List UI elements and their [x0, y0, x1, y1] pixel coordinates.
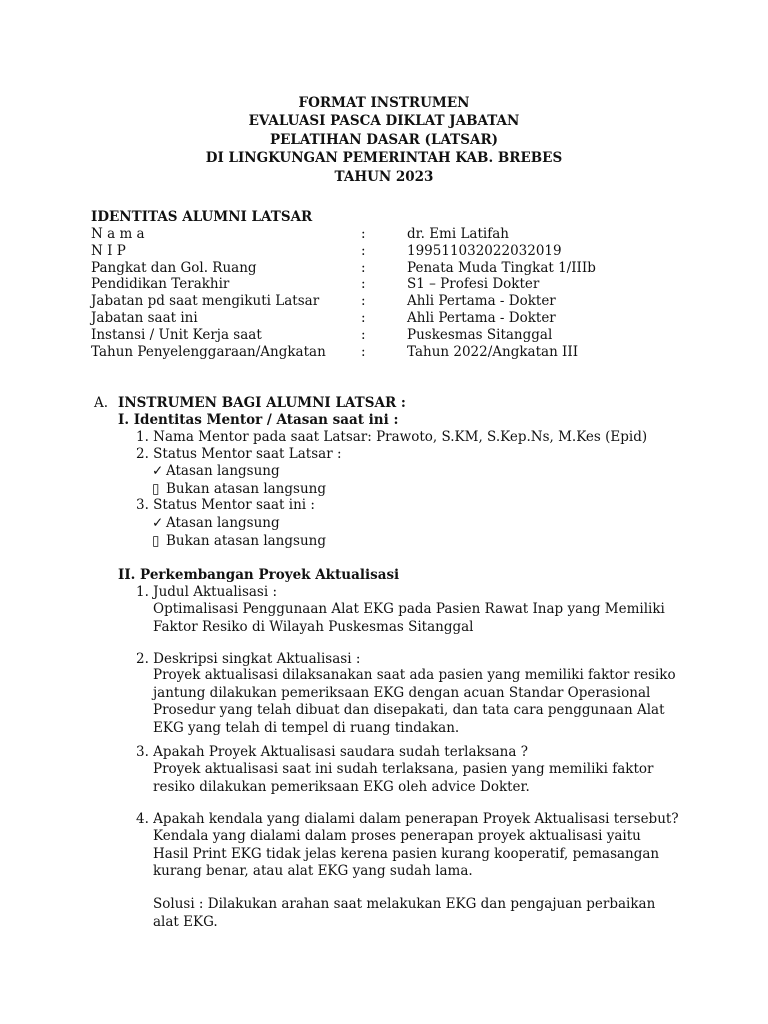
option-atasan-langsung	[152, 515, 280, 532]
title-line-1: FORMAT INSTRUMEN	[298, 95, 470, 111]
checkmark-icon: ✓	[152, 515, 164, 531]
option-label: Atasan langsung	[166, 463, 280, 479]
identitas-label: Jabatan pd saat mengikuti Latsar	[91, 293, 320, 310]
answer-1	[153, 601, 665, 636]
identitas-colon: :	[361, 226, 366, 242]
identitas-value: 199511032022032019	[407, 242, 562, 259]
title-line-4: DI LINGKUNGAN PEMERINTAH KAB. BREBES	[205, 150, 563, 167]
section-a-heading: INSTRUMEN BAGI ALUMNI LATSAR :	[118, 395, 406, 411]
identitas-value: S1 – Profesi Dokter	[407, 276, 540, 293]
empty-checkbox-icon: ▯	[152, 533, 160, 549]
identitas-colon: :	[361, 259, 366, 276]
answer-line: kurang benar, atau alat EKG yang sudah lama.	[153, 863, 473, 880]
answer-line: Faktor Resiko di Wilayah Puskesmas Sitanggal	[153, 618, 474, 635]
identitas-value: Tahun 2022/Angkatan III	[407, 343, 579, 360]
solusi-line: Solusi : Dilakukan arahan saat melakukan EKG dan pengajuan perbaikan	[153, 896, 656, 912]
answer-line: Hasil Print EKG tidak jelas kerena pasien kurang kooperatif, pemasangan	[153, 845, 660, 862]
identitas-colon: :	[361, 326, 366, 343]
question-1: 1. Judul Aktualisasi :	[136, 584, 278, 600]
identitas-label: Jabatan saat ini	[91, 309, 198, 326]
identitas-value: Puskesmas Sitanggal	[407, 326, 553, 343]
part2-heading: II. Perkembangan Proyek Aktualisasi	[118, 567, 400, 583]
answer-3	[153, 761, 653, 796]
solusi-paragraph	[153, 896, 655, 931]
title-line-3: PELATIHAN DASAR (LATSAR)	[269, 131, 499, 148]
empty-checkbox-icon: ▯	[152, 481, 160, 497]
identitas-label: Pendidikan Terakhir	[91, 276, 230, 293]
identitas-colon: :	[361, 242, 366, 259]
title-line-5: TAHUN 2023	[334, 168, 434, 185]
solusi-line: alat EKG.	[153, 913, 218, 930]
identitas-label: Pangkat dan Gol. Ruang	[91, 259, 257, 276]
identitas-colon: :	[361, 309, 366, 326]
mentor-name-item: 1. Nama Mentor pada saat Latsar: Prawoto, S.KM, S.Kep.Ns, M.Kes (Epid)	[136, 429, 648, 445]
identitas-colon: :	[361, 343, 366, 360]
answer-line: Proyek aktualisasi dilaksanakan saat ada pasien yang memiliki faktor resiko	[153, 667, 676, 683]
option-label: Bukan atasan langsung	[166, 481, 326, 497]
answer-line: Optimalisasi Penggunaan Alat EKG pada Pasien Rawat Inap yang Memiliki	[153, 601, 665, 617]
answer-2	[153, 667, 676, 737]
document-title	[0, 94, 768, 186]
checkmark-icon: ✓	[152, 463, 164, 479]
option-bukan-atasan	[152, 533, 326, 550]
identitas-value: Ahli Pertama - Dokter	[407, 293, 556, 310]
identitas-heading: IDENTITAS ALUMNI LATSAR	[91, 209, 313, 225]
section-a-marker: A.	[94, 395, 109, 411]
option-label: Atasan langsung	[166, 515, 280, 531]
question-4: 4. Apakah kendala yang dialami dalam penerapan Proyek Aktualisasi tersebut?	[136, 811, 679, 827]
identitas-label: N a m a	[91, 226, 145, 242]
answer-line: resiko dilakukan pemeriksaan EKG oleh advice Dokter.	[153, 778, 530, 795]
option-bukan-atasan	[152, 481, 326, 498]
answer-line: jantung dilakukan pemeriksaan EKG dengan acuan Standar Operasional	[153, 684, 651, 701]
identitas-label: N I P	[91, 242, 126, 259]
answer-line: EKG yang telah di tempel di ruang tindakan.	[153, 719, 460, 736]
option-label: Bukan atasan langsung	[166, 533, 326, 549]
identitas-colon: :	[361, 293, 366, 310]
identitas-colon: :	[361, 276, 366, 293]
question-2: 2. Deskripsi singkat Aktualisasi :	[136, 651, 361, 667]
identitas-value: dr. Emi Latifah	[407, 226, 509, 242]
title-line-2: EVALUASI PASCA DIKLAT JABATAN	[248, 113, 520, 130]
answer-line: Prosedur yang telah dibuat dan disepakati, dan tata cara penggunaan Alat	[153, 702, 665, 719]
identitas-label: Instansi / Unit Kerja saat	[91, 326, 262, 343]
identitas-value: Penata Muda Tingkat 1/IIIb	[407, 259, 596, 276]
mentor-status-latsar-item: 2. Status Mentor saat Latsar :	[136, 446, 342, 462]
option-atasan-langsung	[152, 463, 280, 480]
mentor-status-now-item: 3. Status Mentor saat ini :	[136, 497, 315, 513]
answer-4	[153, 828, 659, 881]
part1-heading: I. Identitas Mentor / Atasan saat ini :	[118, 412, 399, 428]
question-3: 3. Apakah Proyek Aktualisasi saudara sudah terlaksana ?	[136, 744, 528, 760]
answer-line: Proyek aktualisasi saat ini sudah terlaksana, pasien yang memiliki faktor	[153, 761, 654, 777]
identitas-value: Ahli Pertama - Dokter	[407, 309, 556, 326]
answer-line: Kendala yang dialami dalam proses penerapan proyek aktualisasi yaitu	[153, 828, 641, 844]
identitas-label: Tahun Penyelenggaraan/Angkatan	[91, 343, 326, 360]
